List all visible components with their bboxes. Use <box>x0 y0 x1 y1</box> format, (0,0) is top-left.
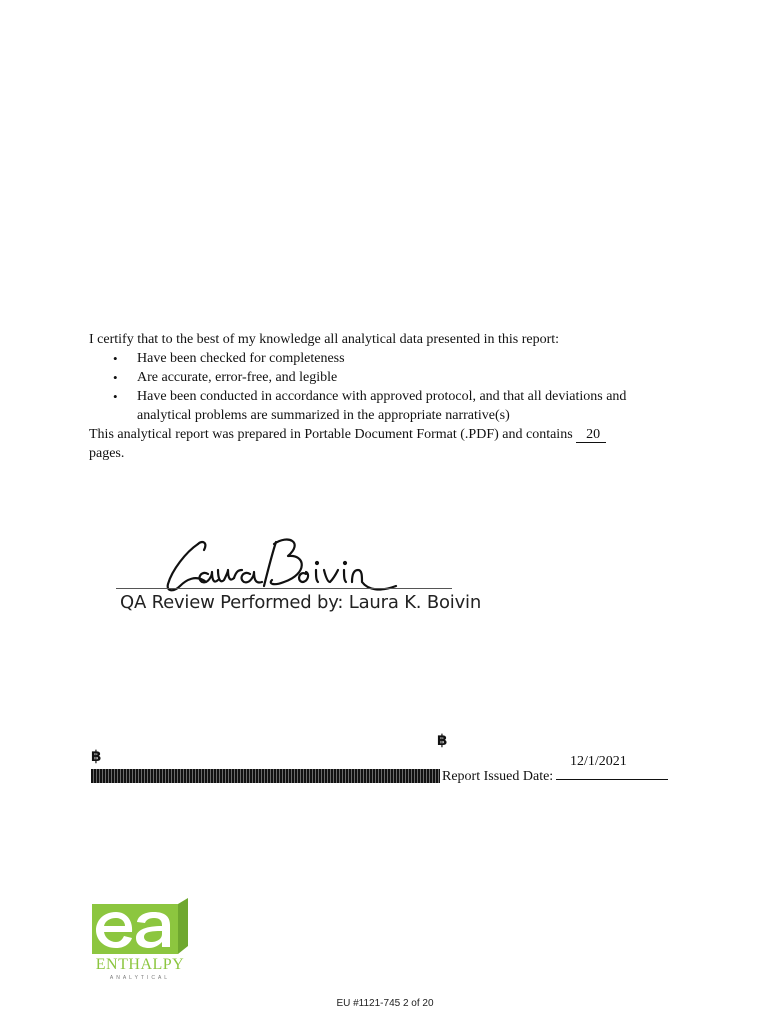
report-issued-date: 12/1/2021 <box>570 754 627 769</box>
stray-glyph: ฿ <box>91 747 102 765</box>
certification-bullet: • Have been conducted in accordance with approved protocol, and that all deviations and analytical problems are summarized in the appropriate narrative(s) <box>89 387 679 425</box>
enthalpy-logo <box>92 898 188 988</box>
page-footer: EU #1121-745 2 of 20 <box>336 998 434 1009</box>
format-statement-text: This analytical report was prepared in Portable Document Format (.PDF) and contains <box>89 427 573 442</box>
certification-intro: I certify that to the best of my knowledge all analytical data presented in this report: <box>89 332 560 347</box>
redaction-bar <box>91 769 440 783</box>
logo-name: ENTHALPY <box>95 956 185 973</box>
issued-date-line <box>556 767 668 780</box>
certification-statement <box>89 330 679 463</box>
qa-review-caption: QA Review Performed by: Laura K. Boivin <box>120 592 482 613</box>
format-statement <box>89 425 679 444</box>
pages-word: pages. <box>89 446 125 461</box>
report-issued-label: Report Issued Date: <box>442 769 554 784</box>
page-count: 20 <box>576 427 606 443</box>
report-issued-field <box>442 767 668 785</box>
signature-block <box>116 530 482 630</box>
certification-bullet: • Have been checked for completeness <box>89 349 679 368</box>
logo-subtitle: ANALYTICAL <box>109 975 171 981</box>
certification-list <box>89 349 679 425</box>
certification-bullet: • Are accurate, error-free, and legible <box>89 368 679 387</box>
ea-logo-icon <box>92 898 188 956</box>
stray-glyph: ฿ <box>437 731 448 749</box>
signature-line <box>116 588 452 589</box>
